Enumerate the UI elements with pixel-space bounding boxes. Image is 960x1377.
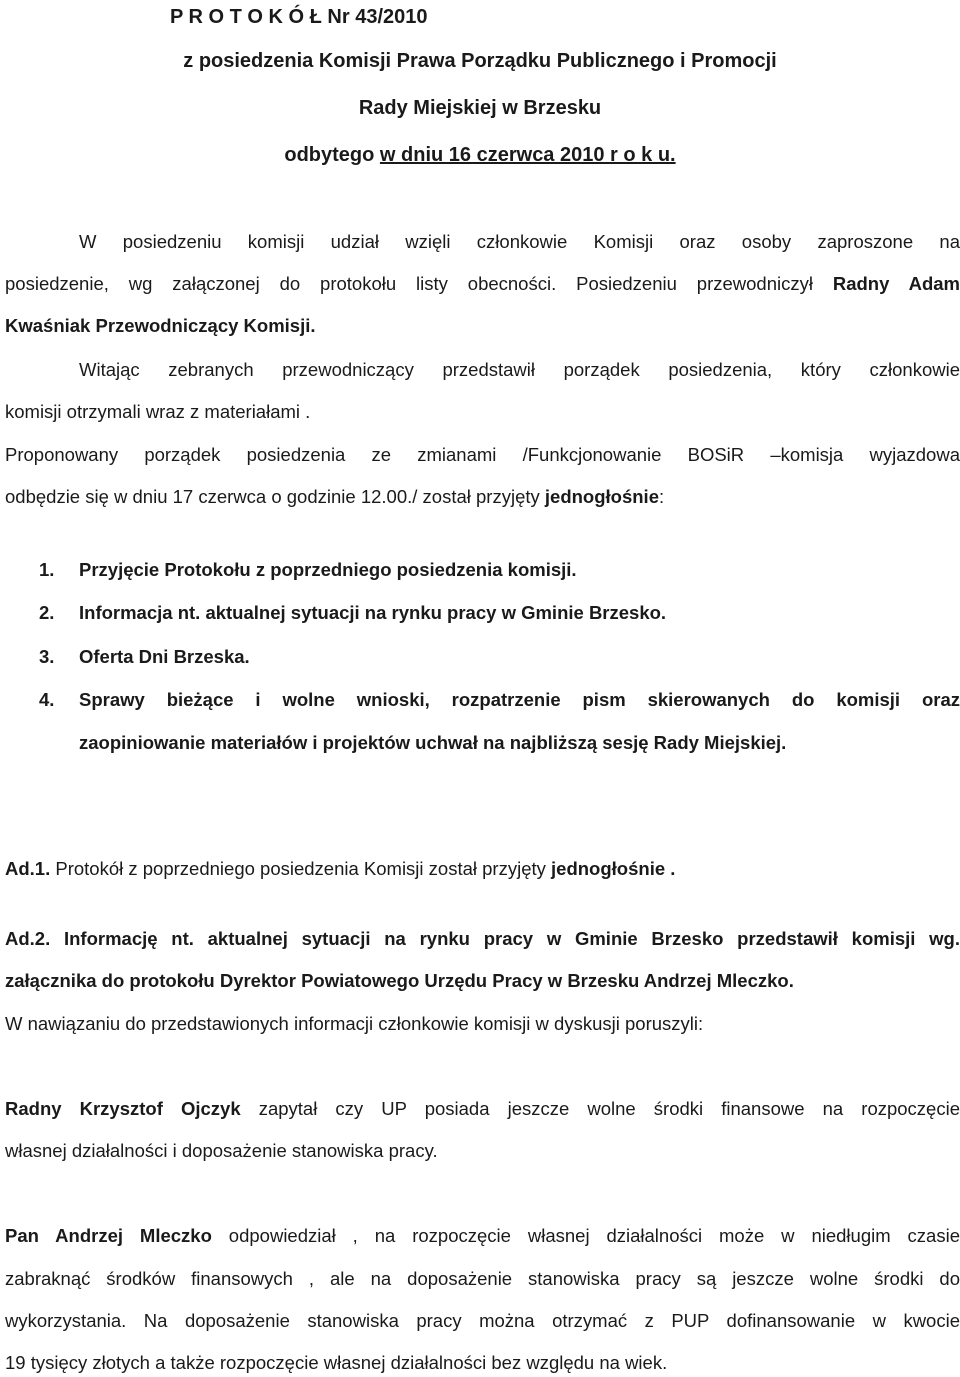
welcome-line-2: komisji otrzymali wraz z materiałami . bbox=[5, 401, 311, 422]
agenda-item-4-number: 4. bbox=[39, 689, 55, 710]
intro-line-3 bbox=[5, 313, 960, 339]
ad2-line-3: W nawiązaniu do przedstawionych informacji członkowie komisji w dyskusji poruszyli: bbox=[5, 1013, 704, 1034]
agenda-proposal-colon: : bbox=[658, 486, 665, 507]
ojczyk-line-1 bbox=[5, 1096, 960, 1122]
agenda-vote-result: jednogłośnie bbox=[544, 486, 659, 507]
chairman-name-a: Radny Adam bbox=[832, 273, 960, 294]
ad2-text-2: załącznika do protokołu Dyrektor Powiatowego Urzędu Pracy w Brzesku Andrzej Mleczko. bbox=[5, 970, 794, 991]
meeting-date bbox=[0, 141, 960, 169]
agenda-item-2: Informacja nt. aktualnej sytuacji na rynku pracy w Gminie Brzesko. bbox=[79, 602, 667, 623]
mleczko-line-1 bbox=[5, 1223, 960, 1249]
meeting-date-value: w dniu 16 czerwca 2010 r o k u. bbox=[379, 144, 676, 166]
intro-line-2 bbox=[5, 271, 960, 297]
ojczyk-name: Radny Krzysztof Ojczyk bbox=[5, 1098, 241, 1119]
mleczko-answer: odpowiedział , na rozpoczęcie własnej działalności może w niedługim czasie bbox=[211, 1225, 960, 1246]
mleczko-line-3: wykorzystania. Na doposażenie stanowiska pracy można otrzymać z PUP dofinansowanie w kwocie bbox=[5, 1310, 960, 1331]
agenda-item-3-number: 3. bbox=[39, 646, 55, 667]
intro-line-1: W posiedzeniu komisji udział wzięli członkowie Komisji oraz osoby zaproszone na bbox=[79, 231, 960, 252]
ad1-text: Protokół z poprzedniego posiedzenia Komisji został przyjęty bbox=[50, 858, 552, 879]
agenda-item-1: Przyjęcie Protokołu z poprzedniego posiedzenia komisji. bbox=[79, 559, 577, 580]
mleczko-line-4: 19 tysięcy złotych a także rozpoczęcie własnej działalności bez względu na wiek. bbox=[5, 1352, 668, 1373]
agenda-item-4: Sprawy bieżące i wolne wnioski, rozpatrzenie pism skierowanych do komisji oraz bbox=[79, 689, 960, 710]
ad1-label: Ad.1. bbox=[5, 858, 51, 879]
ad1-vote-result: jednogłośnie . bbox=[551, 858, 676, 879]
document-title: P R O T O K Ó Ł Nr 43/2010 bbox=[170, 6, 428, 28]
ad2-text-1: Ad.2. Informację nt. aktualnej sytuacji na rynku pracy w Gminie Brzesko przedstawił komisji wg. bbox=[5, 928, 960, 949]
council-name: Rady Miejskiej w Brzesku bbox=[358, 97, 602, 119]
document-subtitle: z posiedzenia Komisji Prawa Porządku Publicznego i Promocji bbox=[183, 50, 777, 72]
ad1-line bbox=[5, 856, 960, 882]
agenda-item-2-number: 2. bbox=[39, 602, 55, 623]
agenda-proposal-text: odbędzie się w dniu 17 czerwca o godzinie 12.00./ został przyjęty bbox=[5, 486, 545, 507]
ojczyk-question: zapytał czy UP posiada jeszcze wolne środki finansowe na rozpoczęcie bbox=[240, 1098, 960, 1119]
ojczyk-line-2: własnej działalności i doposażenie stanowiska pracy. bbox=[5, 1140, 438, 1161]
ad2-line-2 bbox=[5, 968, 960, 994]
agenda-item-4-continued: zaopiniowanie materiałów i projektów uchwał na najbliższą sesję Rady Miejskiej. bbox=[79, 732, 787, 753]
agenda-item-1-number: 1. bbox=[39, 559, 55, 580]
welcome-line-1: Witając zebranych przewodniczący przedstawił porządek posiedzenia, który członkowie bbox=[79, 359, 960, 380]
agenda-item-3: Oferta Dni Brzeska. bbox=[79, 646, 250, 667]
ad2-line-1 bbox=[5, 926, 960, 952]
agenda-proposal-line-1: Proponowany porządek posiedzenia ze zmianami /Funkcjonowanie BOSiR –komisja wyjazdowa bbox=[5, 444, 960, 465]
agenda-proposal-line-2 bbox=[5, 484, 960, 510]
mleczko-line-2: zabraknąć środków finansowych , ale na doposażenie stanowiska pracy są jeszcze wolne środki do bbox=[5, 1268, 960, 1289]
chairman-name-b: Kwaśniak Przewodniczący Komisji. bbox=[5, 315, 316, 336]
meeting-date-prefix: odbytego bbox=[284, 144, 380, 166]
intro-line-2-text: posiedzenie, wg załączonej do protokołu listy obecności. Posiedzeniu przewodniczył bbox=[5, 273, 833, 294]
mleczko-name: Pan Andrzej Mleczko bbox=[5, 1225, 212, 1246]
